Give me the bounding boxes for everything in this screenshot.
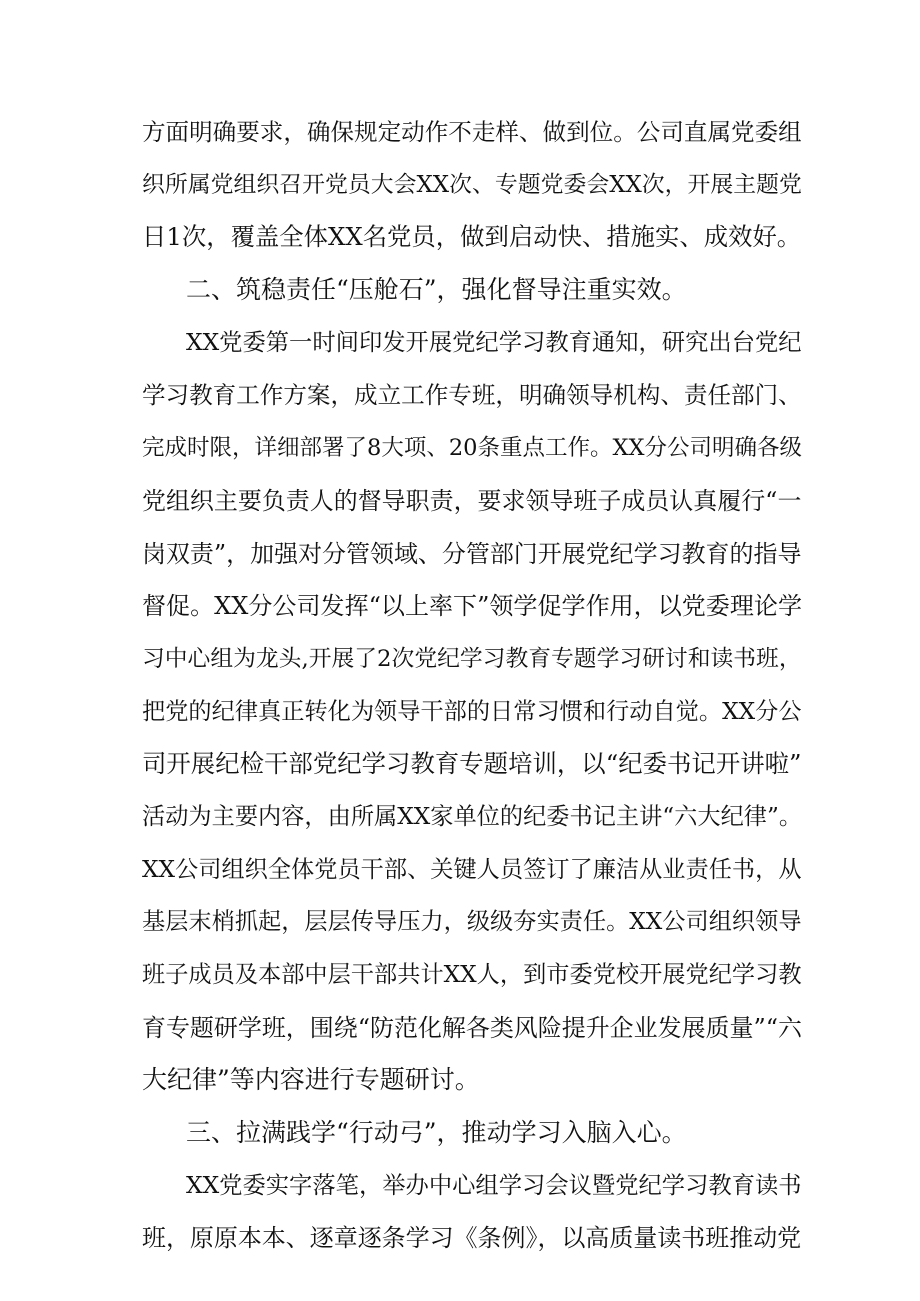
- text-line: 三、拉满践学“行动弓”，推动学习入脑入心。: [186, 1118, 687, 1148]
- text-line: 活动为主要内容，由所属XX家单位的纪委书记主讲“六大纪律”。: [142, 802, 803, 830]
- text-line: 织所属党组织召开党员大会XX次、专题党委会XX次，开展主题党: [142, 171, 802, 198]
- text-line: 岗双责”，加强对分管领域、分管部门开展党纪学习教育的指导: [142, 539, 802, 568]
- text-line: 方面明确要求，确保规定动作不走样、做到位。公司直属党委组: [142, 118, 802, 146]
- text-line: 完成时限，详细部署了8大项、20条重点工作。XX分公司明确各级: [142, 435, 802, 462]
- body-text: [142, 106, 803, 1265]
- text-line: 督促。XX分公司发挥“以上率下”领学促学作用，以党委理论学: [142, 592, 802, 621]
- text-line: 把党的纪律真正转化为领导干部的日常习惯和行动自觉。XX分公: [142, 697, 802, 725]
- text-line: XX公司组织全体党员干部、关键人员签订了廉洁从业责任书，从: [142, 855, 802, 883]
- text-line: 日1次，覆盖全体XX名党员，做到启动快、措施实、成效好。: [142, 222, 802, 252]
- text-line: 二、筑稳责任“压舱石”，强化督导注重实效。: [186, 275, 687, 305]
- text-line: 基层末梢抓起，层层传导压力，级级夯实责任。XX公司组织领导: [142, 908, 802, 936]
- text-line: 党组织主要负责人的督导职责，要求领导班子成员认真履行“一: [142, 486, 802, 515]
- text-line: 育专题研学班，围绕“防范化解各类风险提升企业发展质量”“六: [142, 1013, 802, 1042]
- text-line: XX党委第一时间印发开展党纪学习教育通知，研究出台党纪: [186, 328, 802, 356]
- text-line: XX党委实字落笔，举办中心组学习会议暨党纪学习教育读书: [186, 1171, 802, 1199]
- text-line: 习中心组为龙头,开展了2次党纪学习教育专题学习研讨和读书班，: [142, 645, 802, 672]
- text-line: 班，原原本本、逐章逐条学习《条例》，以高质量读书班推动党: [142, 1224, 802, 1253]
- text-line: 大纪律”等内容进行专题研讨。: [142, 1065, 480, 1095]
- text-line: 班子成员及本部中层干部共计XX人，到市委党校开展党纪学习教: [142, 961, 802, 988]
- text-line: 学习教育工作方案，成立工作专班，明确领导机构、责任部门、: [142, 381, 802, 410]
- text-line: 司开展纪检干部党纪学习教育专题培训，以“纪委书记开讲啦”: [142, 749, 802, 779]
